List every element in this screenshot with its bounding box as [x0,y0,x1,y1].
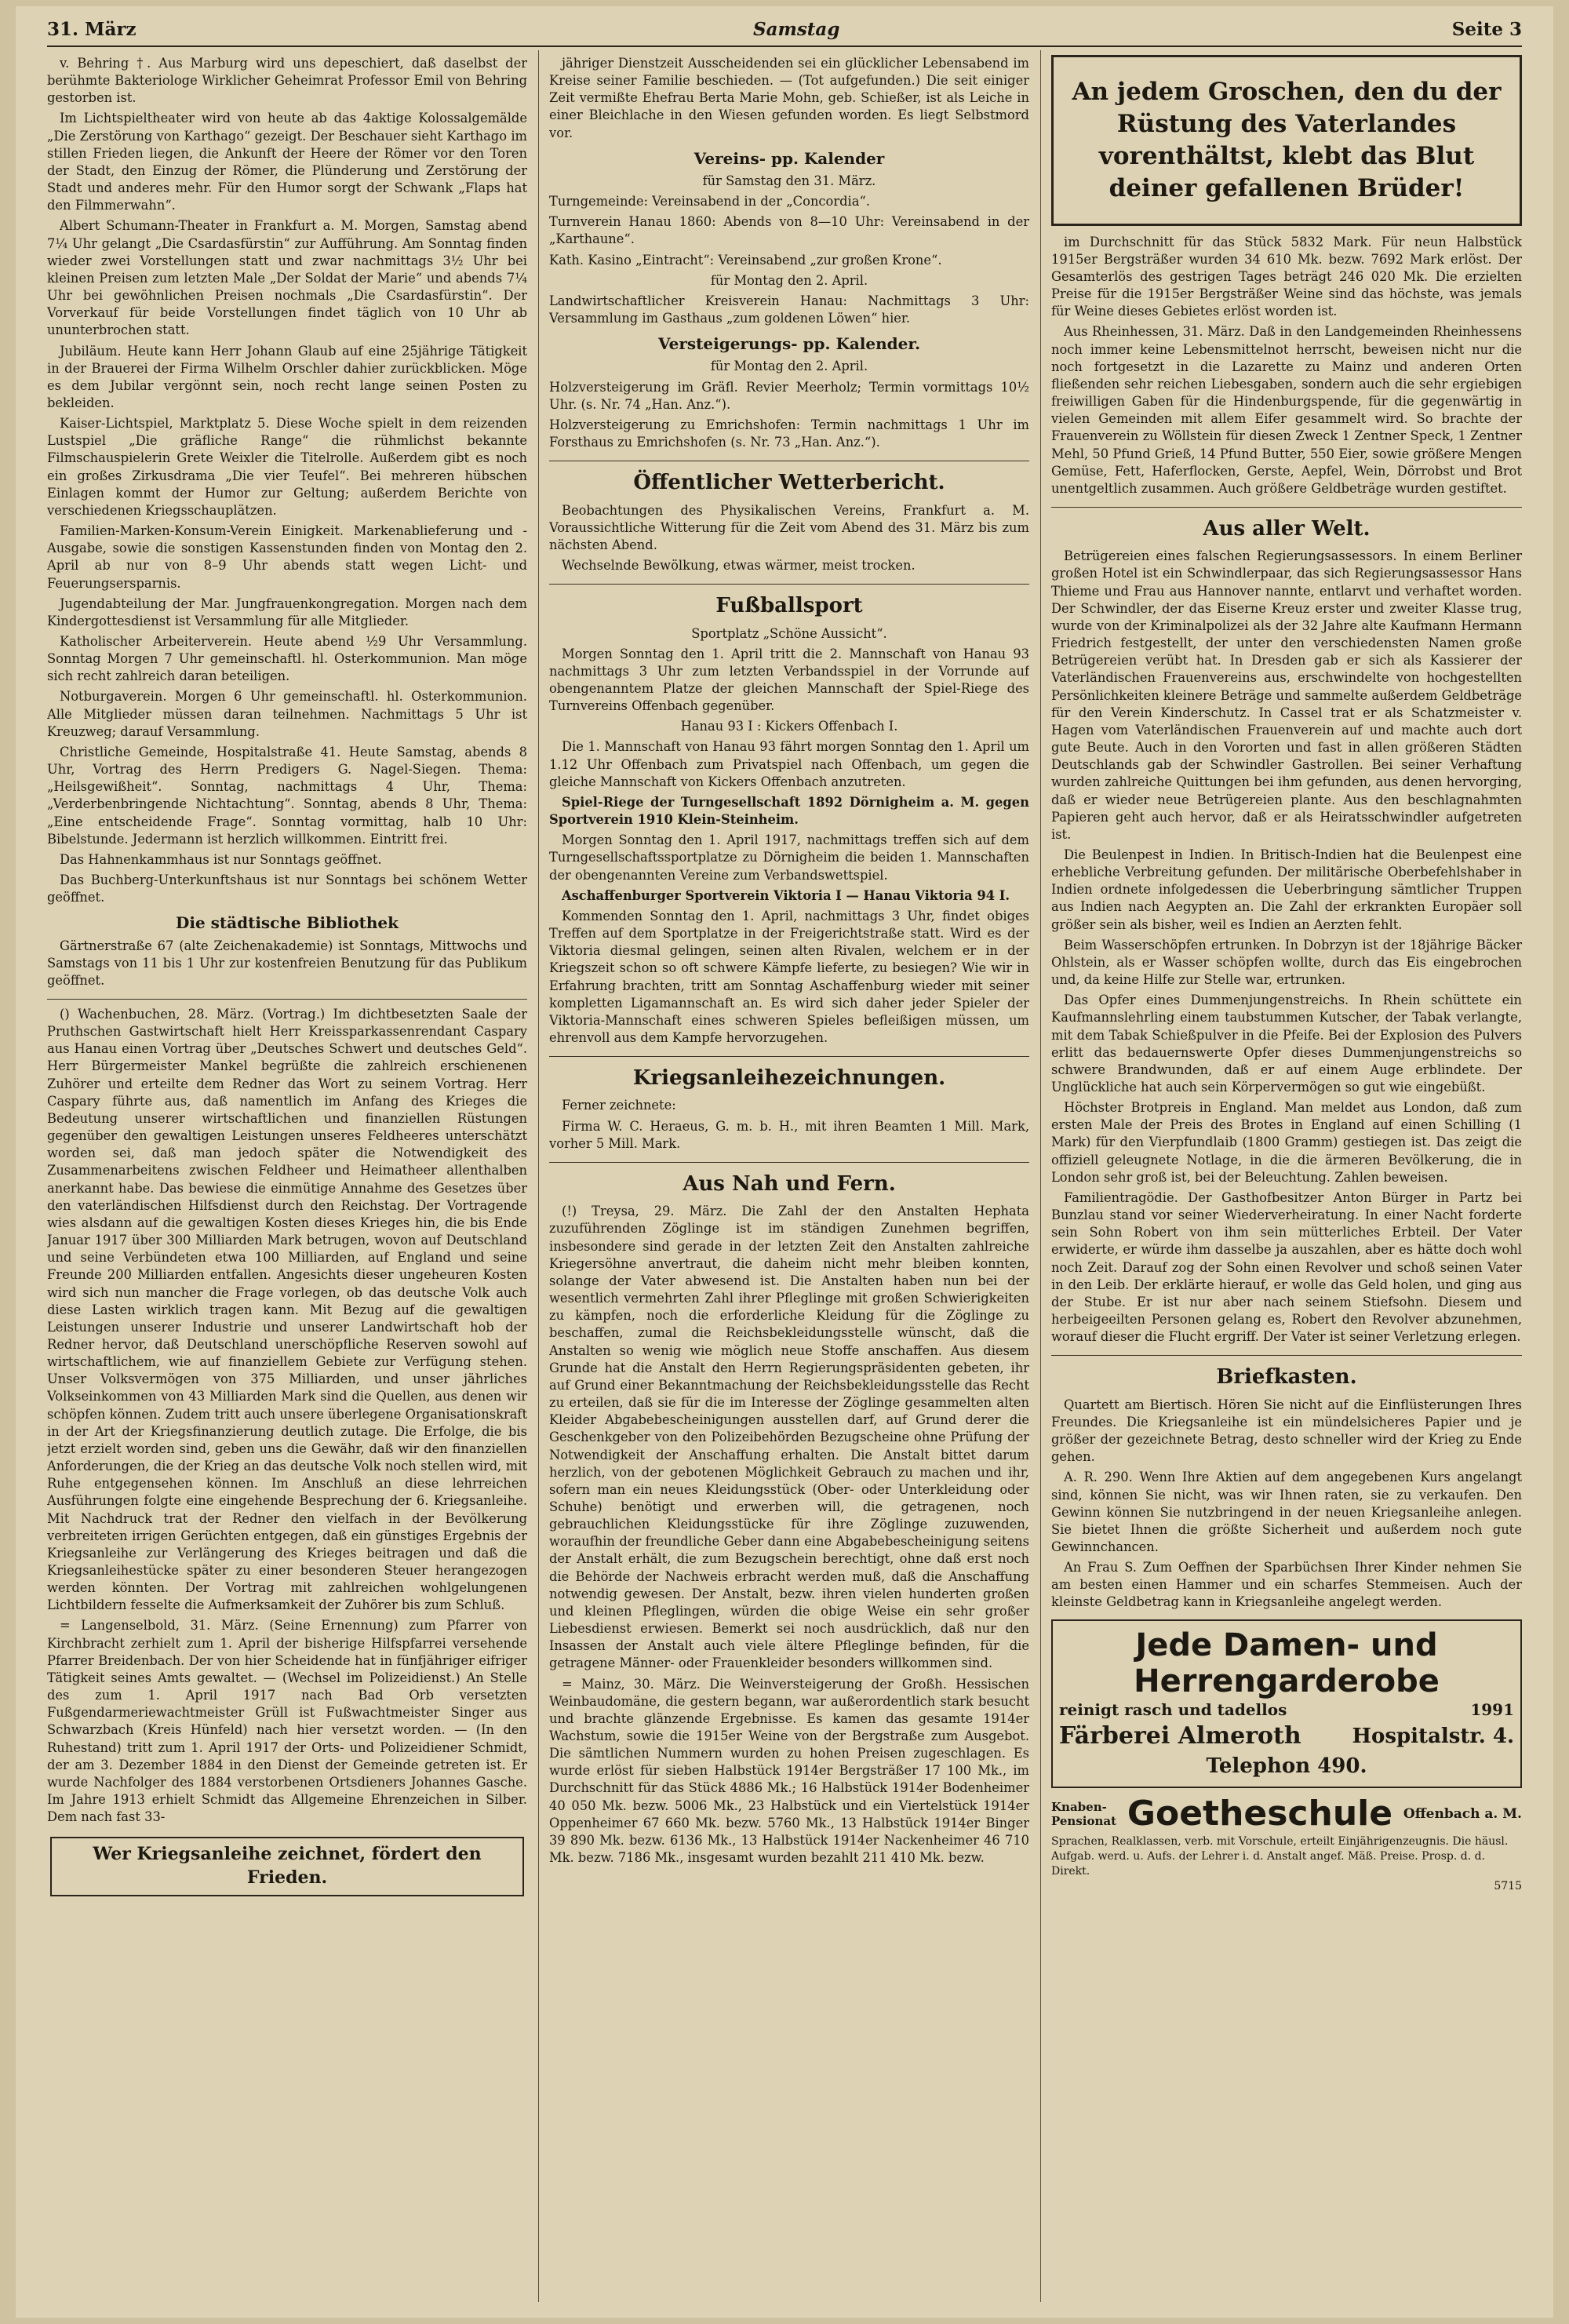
article-paragraph: Aus Rheinhessen, 31. März. Daß in den Landgemeinden Rheinhessens noch immer keine Lebensmittelnot herrscht, beweisen nicht nur die noch fortgesetzt in die Lazarette zu Mainz und anderen Orten fließenden sehr reichen Liebesgaben, sondern auch die sehr ergiebigen freiwilligen Gaben für die Hindenburgspende, für die gegenwärtig in vielen Gemeinden mit allem Eifer gesammelt wird. So brachte der Frauenverein zu Wöllstein für diesen Zweck 1 Zentner Speck, 1 Zentner Mehl, 50 Pfund Grieß, 14 Pfund Butter, 550 Eier, sowie größere Mengen Gemüse, Fett, Haferflocken, Gerste, Aepfel, Wein, Dörrobst und Brot unentgeltlich zusammen. Auch größere Geldbeträge wurden gestiftet. [1051,324,1522,496]
section-heading: Öffentlicher Wetterbericht. [633,471,945,495]
article-paragraph: Morgen Sonntag den 1. April tritt die 2. Mannschaft von Hanau 93 nachmittags 3 Uhr zum letzten Verbandsspiel in der Vorrunde auf obengenanntem Platze der gleichen Mannschaft der Spiel-Riege des Turnvereins Offenbach gegenüber. [549,646,1029,714]
article-paragraph: Beobachtungen des Physikalischen Vereins, Frankfurt a. M. Voraussichtliche Witterung für die Zeit vom Abend des 31. März bis zum nächsten Abend. [549,502,1029,552]
article-paragraph: Betrügereien eines falschen Regierungsassessors. In einem Berliner großen Hotel ist ein Schwindlerpaar, das sich Regierungsassessor Hans Thieme und Frau aus Hannover nannte, entlarvt und verhaftet worden. Der Schwindler, der das Eiserne Kreuz erster und zweiter Klasse trug, wurde von der Kriminalpolizei als der 32 Jahre alte Kaufmann Hermann Friedrich festgestellt, der unter den verschiedensten Namen große Betrügereien verübt hat. In Dresden gab er sich als Kassierer der Vaterländischen Frauenvereins aus, erschwindelte von hochgestellten Persönlichkeiten kleinere Beträge und sammelte außerdem Geldbeträge für den Verein Kinderschutz. In Cassel trat er als Schatzmeister v. Hagen vom Vaterländischen Frauenverein auf und machte auch dort gute Beute. Auch in den Vororten und fast in allen größeren Städten Deutschlands gab der Schwindler Gastrollen. Bei seiner Verhaftung wurden zahlreiche Quittungen bei ihm gefunden, aus denen hervorging, daß er wieder neue Betrügereien plante. Aus den beschlagnahmten Papieren geht auch hervor, daß er als Heiratsschwindler aufgetreten ist. [1051,548,1522,842]
article-paragraph: (!) Treysa, 29. März. Die Zahl der den Anstalten Hephata zuzuführenden Zöglinge ist im ständigen Zunehmen begriffen, insbesondere sind gerade in der letzten Zeit den Anstalten zahlreiche Kriegersöhne anvertraut, die daheim nicht mehr bleiben konnten, solange der Vater abwesend ist. Die Anstalten haben nun bei der wesentlich vermehrten Zahl ihrer Pfleglinge mit großen Schwierigkeiten zu kämpfen, noch die erforderliche Kleidung für die Zöglinge zu beschaffen, zumal die Reichsbekleidungsstelle wünscht, daß die Anstalten so wenig wie möglich neue Stoffe anschaffen. Aus diesem Grunde hat die Anstalt den Herrn Regierungspräsidenten gebeten, ihr auf Grund einer Bekanntmachung der Reichsbekleidungsstelle das Recht zu erteilen, daß sie für die im Interesse der Zöglinge gesammelten alten Kleider Abgabebescheinigungen ausstellen darf, auf Grund derer die Geschenkgeber von den Polizeibehörden Bezugscheine ohne Prüfung der Notwendigkeit der Anschaffung erhalten. Die Anstalt bittet darum herzlich, von der gebotenen Möglichkeit Gebrauch zu machen und ihr, sofern man ein neues Kleidungsstück (Ober- oder Unterkleidung oder Schuhe) benötigt und erwerben will, die getragenen, noch gebrauchlichen Kleidungsstücke für ihre Zöglinge zuzuwenden, woraufhin der freundliche Geber dann eine Abgabebescheinigung seitens der Anstalt erhält, die zum Bezugschein berechtigt, ohne daß erst noch die Behörde der Nachweis erbracht werden muß, daß die Anschaffung notwendig gewesen. Der Anstalt, bezw. ihren vielen hunderten großen und kleinen Pfleglingen, würden die obige Weise ein sehr großer Liebesdienst erwiesen. Bemerkt sei noch ausdrücklich, daß nur den Insassen der Anstalt auch viele ältere Pfleglinge befinden, für die getragene Männer- oder Frauenkleider besonders willkommen sind. [549,1204,1029,1671]
ad-tagline: reinigt rasch und tadellos [1059,1699,1287,1719]
column-3-articles [1051,234,1522,1612]
subheading: für Montag den 2. April. [710,272,868,288]
article-paragraph: Das Buchberg-Unterkunftshaus ist nur Sonntags bei schönem Wetter geöffnet. [47,872,527,905]
calendar-entry: Kath. Kasino „Eintracht“: Vereinsabend „zur großen Krone“. [549,252,942,268]
column-rule [1040,50,1041,2302]
article-paragraph: Höchster Brotpreis in England. Man meldet aus London, daß zum ersten Male der Preis des Brotes in England auf einen Schilling (1 Mark) für den Vierpfundlaib (1800 Gramm) gestiegen ist. Das zeigt die offiziell geleugnete Notlage, in die die ärmeren Bevölkerung, die in London sehr groß ist, bei der Beleuchtung. Zahlen beweisen. [1051,1100,1522,1185]
calendar-entry: Turnverein Hanau 1860: Abends von 8—10 Uhr: Vereinsabend in der „Karthaune“. [549,214,1029,247]
section-divider [47,999,527,1000]
column-3 [1051,55,1522,2299]
ad2-left-line1: Knaben- [1051,1800,1107,1815]
ad2-text: Sprachen, Realklassen, verb. mit Vorschule, erteilt Einjährigenzeugnis. Die häusl. Aufgab. werd. u. Aufs. der Lehrer i. d. Anstalt angef. Mäß. Preise. Prosp. d. d. Direkt. [1051,1834,1509,1878]
subheading: für Montag den 2. April. [710,359,868,374]
advertisement-dyeworks [1051,1619,1522,1788]
article-paragraph: Firma W. C. Heraeus, G. m. b. H., mit ihren Beamten 1 Mill. Mark, vorher 5 Mill. Mark. [549,1118,1029,1151]
article-paragraph: Notburgaverein. Morgen 6 Uhr gemeinschaftl. hl. Osterkommunion. Alle Mitglieder müssen daran teilnehmen. Nachmittags 5 Uhr ist Kreuzweg; darauf Versammlung. [47,689,527,739]
article-paragraph: Familientragödie. Der Gasthofbesitzer Anton Bürger in Partz bei Bunzlau stand vor seiner Wiederverheiratung. In einer Nacht forderte sein Sohn Robert von ihm sein mütterliches Erbteil. Der Vater erwiderte, er würde ihm dasselbe ja auszahlen, aber es hätte doch wohl noch Zeit. Darauf zog der Sohn einen Revolver und schoß seinen Vater in den Leib. Der erklärte hierauf, er wolle das Geld holen, und ging aus der Stube. Er ist nur aber nach seinem Stiefsohn. Diesem und herbeigeeilten Personen gelang es, Robert den Revolver abzunehmen, worauf dieser die Flucht ergriff. Der Vater ist seiner Verletzung erlegen. [1051,1189,1522,1345]
section-divider [549,1056,1029,1057]
article-paragraph: Das Opfer eines Dummenjungenstreichs. In Rhein schüttete ein Kaufmannslehrling einem taubstummen Kutscher, der Tabak verlangte, mit dem Tabak Schießpulver in die Pfeife. Bei der Explosion des Pulvers erlitt das bedauernswerte Opfer dieses Dummenjungenstreichs so schwere Brandwunden, daß er auf einem Auge erblindete. Der Unglückliche hat auch sein Körpervermögen so gut wie eingebüßt. [1051,993,1522,1095]
section-divider [1051,1355,1522,1356]
article-paragraph: Die 1. Mannschaft von Hanau 93 fährt morgen Sonntag den 1. April um 1.12 Uhr Offenbach zum Privatspiel nach Offenbach, um gegen die gleiche Mannschaft von Kickers Offenbach anzutreten. [549,739,1029,789]
article-paragraph: = Mainz, 30. März. Die Weinversteigerung der Großh. Hessischen Weinbaudomäne, die gestern begann, war außerordentlich stark besucht und brachte glänzende Ergebnisse. Es kamen das gesamte 1914er Wachstum, sowie die 1915er Weine von der Bergstraße zum Ausgebot. Die sämtlichen Nummern wurden zu hohen Preisen zugeschlagen. Es wurde erlöst für sieben Halbstück 1914er Bergsträßer 17 100 Mk., im Durchschnitt für das Stück 4886 Mk.; 16 Halbstück 1914er Bodenheimer 40 050 Mk. bezw. 5006 Mk., 23 Halbstück und ein Viertelstück 1914er Oppenheimer 67 660 Mk. bezw. 5760 Mk., 13 Halbstück 1914er Binger 39 890 Mk. bezw. 6136 Mk., 13 Halbstück 1914er Nackenheimer 46 710 Mk. bezw. 7186 Mk., insgesamt wurden bezahlt 211 410 Mk. bezw. [549,1676,1029,1866]
subheading: Hanau 93 I : Kickers Offenbach I. [680,719,898,734]
ad-address: Hospitalstr. 4. [1352,1724,1514,1748]
article-paragraph: Kommenden Sonntag den 1. April, nachmittags 3 Uhr, findet obiges Treffen auf dem Sportplatze in der Freigerichtstraße statt. Wird es der Viktoria diesmal gelingen, seinen alten Rivalen, welchem er in der Kriegszeit schon so oft schwere Kämpfe lieferte, zu besiegen? Wie wir in Erfahrung brachten, tritt am Sonntag Aschaffenburg wieder mit seiner kompletten Ligamannschaft an. Es wird sich daher jeder Spieler der Viktoria-Mannschaft eines schweren Spieles befleißigen müssen, um ehrenvoll aus dem Kampfe hervorzugehen. [549,908,1029,1045]
page-header [47,17,1522,47]
header-page-number: Seite 3 [1451,19,1522,40]
subheading: Sportplatz „Schöne Aussicht“. [691,625,887,641]
article-paragraph: = Langenselbold, 31. März. (Seine Ernennung) zum Pfarrer von Kirchbracht zerhielt zum 1. April der bisherige Hilfspfarrei versehende Pfarrer Breidenbach. Der von hier Scheidende hat in fünfjähriger eifriger Tätigkeit seines Amts gewaltet. — (Wechsel im Polizeidienst.) An Stelle des zum 1. April 1917 nach Bad Orb versetzten Fußgendarmeriewachtmeister Grüll ist Fußwachtmeister Singer aus Schwarzbach (Kreis Hünfeld) nach hier versetzt worden. — (In den Ruhestand) tritt zum 1. April 1917 der Orts- und Polizeidiener Schmidt, der am 3. Dezember 1884 in den Dienst der Gemeinde getreten ist. Er wurde Nachfolger des 1884 verstorbenen Ortsdieners Johannes Gasche. Im Jahre 1913 erhielt Schmidt das Allgemeine Ehrenzeichen in Silber. Dem nach fast 33- [47,1618,527,1825]
ad2-city: Offenbach a. M. [1403,1805,1522,1822]
section-divider [1051,507,1522,508]
ad-headline-1: Jede Damen- und [1135,1626,1438,1663]
article-paragraph: Im Lichtspieltheater wird von heute ab das 4aktige Kolossalgemälde „Die Zerstörung von Karthago“ gezeigt. Der Beschauer sieht Karthago im stillen Frieden liegen, die Ankunft der Heere der Römer vor den Toren der Stadt, den Einzug der Römer, die Plünderung und Zerstörung der Stadt und anderes mehr. Für den Humor sorgt der Schwank „Flaps hat den Filmmerwahn“. [47,111,527,213]
section-heading: Kriegsanleihezeichnungen. [632,1066,946,1091]
column-1 [47,55,527,2299]
section-heading: Aus aller Welt. [1203,516,1371,541]
calendar-entry: Turngemeinde: Vereinsabend in der „Concordia“. [549,194,870,209]
section-divider [549,1162,1029,1163]
section-heading: Aus Nah und Fern. [683,1171,896,1196]
article-paragraph: Jugendabteilung der Mar. Jungfrauenkongregation. Morgen nach dem Kindergottesdienst ist Versammlung für alle Mitglieder. [47,596,527,628]
article-paragraph: Kaiser-Lichtspiel, Marktplatz 5. Diese Woche spielt in dem reizenden Lustspiel „Die gräfliche Range“ die rühmlichst bekannte Filmschauspielerin Grete Weixler die Titelrolle. Außerdem gibt es noch ein großes Zirkusdrama „Die vier Teufel“. Bei mehreren hübschen Einlagen kommt der Humor zur Geltung; außerdem Berichte von verschiedenen Kriegsschauplätzen. [47,416,527,518]
calendar-entry: Holzversteigerung im Gräfl. Revier Meerholz; Termin vormittags 10½ Uhr. (s. Nr. 74 „Han. Anz.“). [549,379,1029,412]
calendar-entry: Landwirtschaftlicher Kreisverein Hanau: Nachmittags 3 Uhr: Versammlung im Gasthaus „zum goldenen Löwen“ hier. [549,293,1029,326]
ad-firm-name: Färberei Almeroth [1059,1721,1301,1750]
column-2-articles [549,55,1029,1867]
article-paragraph: im Durchschnitt für das Stück 5832 Mark. Für neun Halbstück 1915er Bergsträßer wurden 34 610 Mk. bezw. 7692 Mark erlöst. Der Gesamterlös des gestrigen Tages beträgt 246 020 Mk. Die erzielten Preise für die 1915er Bergsträßer Weine sind das höchste, was jemals für Weine dieses Gebietes erlöst worden ist. [1051,234,1522,319]
ad-headline-2: Herrengarderobe [1134,1663,1440,1699]
section-heading: Versteigerungs- pp. Kalender. [657,334,921,354]
article-paragraph: Gärtnerstraße 67 (alte Zeichenakademie) ist Sonntags, Mittwochs und Samstags von 11 bis 1 Uhr zur kostenfreien Benutzung für das Publikum geöffnet. [47,938,527,988]
column-2 [549,55,1029,2299]
article-paragraph: Beim Wasserschöpfen ertrunken. In Dobrzyn ist der 18jährige Bäcker Ohlstein, als er Wasser schöpfen wollte, durch das Eis eingebrochen und, da keine Hilfe zur Stelle war, ertrunken. [1051,937,1522,988]
article-paragraph: Ferner zeichnete: [562,1098,676,1113]
article-paragraph: Familien-Marken-Konsum-Verein Einigkeit. Markenablieferung und -Ausgabe, sowie die sonstigen Kassenstunden finden von Montag den 2. April ab nur von 8–9 Uhr abends statt wegen Licht- und Feuerungsersparnis. [47,523,527,591]
article-paragraph: Katholischer Arbeiterverein. Heute abend ½9 Uhr Versammlung. Sonntag Morgen 7 Uhr gemeinschaftl. hl. Osterkommunion. Man möge sich recht zahlreich daran beteiligen. [47,634,527,684]
article-paragraph: Morgen Sonntag den 1. April 1917, nachmittags treffen sich auf dem Turngesellschaftssportplatze zu Dörnigheim die beiden 1. Mannschaften der obengenannten Vereine zum Verbandswettspiel. [549,832,1029,883]
section-heading: Vereins- pp. Kalender [693,148,885,168]
ad2-school-name: Goetheschule [1127,1793,1393,1834]
calendar-entry: Holzversteigerung zu Emrichshofen: Termin nachmittags 1 Uhr im Forsthaus zu Emrichshofen (s. Nr. 73 „Han. Anz.“). [549,417,1029,450]
article-paragraph: An Frau S. Zum Oeffnen der Sparbüchsen Ihrer Kinder nehmen Sie am besten einen Hammer und ein scharfes Stemmeisen. Auch der kleinste Geldbetrag kann in Kriegsanleihe angelegt werden. [1051,1560,1522,1610]
article-paragraph: jähriger Dienstzeit Ausscheidenden sei ein glücklicher Lebensabend im Kreise seiner Familie beschieden. — (Tot aufgefunden.) Die seit einiger Zeit vermißte Ehefrau Berta Marie Mohn, geb. Schießer, ist als Leiche in einer Bleichlache in den Wiesen gefunden worden. Es liegt Selbstmord vor. [549,56,1029,140]
ad2-code: 5715 [1494,1879,1522,1892]
header-date: 31. März [47,19,137,40]
section-heading: Die städtische Bibliothek [176,913,399,933]
war-bond-slogan-box: Wer Kriegsanleihe zeichnet, fördert den Frieden. [50,1837,524,1896]
war-bond-appeal-box: An jedem Groschen, den du der Rüstung des Vaterlandes vorenthältst, klebt das Blut deiner gefallenen Brüder! [1051,55,1522,226]
article-paragraph: Albert Schumann-Theater in Frankfurt a. M. Morgen, Samstag abend 7¼ Uhr gelangt „Die Csardasfürstin“ zur Aufführung. Am Sonntag finden wieder zwei Vorstellungen statt und zwar nachmittags 3½ Uhr bei kleinen Preisen zum letzten Male „Der Soldat der Marie“ und abends 7¼ Uhr bei gewöhnlichen Preisen nochmals „Die Csardasfürstin“. Der Vorverkauf für beide Vorstellungen findet täglich von 10 Uhr ab ununterbrochen statt. [47,218,527,338]
article-paragraph: Quartett am Biertisch. Hören Sie nicht auf die Einflüsterungen Ihres Freundes. Die Kriegsanleihe ist ein mündelsicheres Papier und je größer der gezeichnete Betrag, desto schneller wird der Krieg zu Ende gehen. [1051,1397,1522,1465]
match-heading: Spiel-Riege der Turngesellschaft 1892 Dörnigheim a. M. gegen Sportverein 1910 Klein-Steinheim. [549,794,1029,828]
header-day: Samstag [753,19,840,40]
advertisement-school [1051,1794,1522,1894]
article-paragraph: v. Behring †. Aus Marburg wird uns depeschiert, daß daselbst der berühmte Bakteriologe Wirklicher Geheimrat Professor Emil von Behring gestorben ist. [47,56,527,106]
article-paragraph: Die Beulenpest in Indien. In Britisch-Indien hat die Beulenpest eine erhebliche Verbreitung gefunden. Der militärische Oberbefehlshaber in Indien ordnete infolgedessen die Ueberbringung sämtlicher Truppen aus Indien nach Aegypten an. Die Zahl der erkrankten Europäer soll größer sein als bisher, weil es Indien an Aerzten fehlt. [1051,847,1522,932]
column-rule [538,50,539,2302]
article-paragraph: () Wachenbuchen, 28. März. (Vortrag.) Im dichtbesetzten Saale der Pruthschen Gastwirtschaft hielt Herr Kreissparkassenrendant Caspary aus Hanau einen Vortrag über „Deutsches Schwert und deutsches Geld“. Herr Bürgermeister Mankel begrüßte die zahlreich erschienenen Zuhörer und erteilte dem Redner das Wort zu seinem Vortrag. Herr Caspary führte aus, daß namentlich im Anfang des Krieges die Bedeutung unserer wirtschaftlichen und finanziellen Rüstungen gegenüber den gewaltigen Leistungen unseres Feldheeres unterschätzt worden sei, daß man jedoch später die Notwendigkeit des Zusammenarbeitens zwischen Feldheer und Heimatheer allenthalben anerkannt habe. Das bewiese die einmütige Annahme des Gesetzes über den vaterländischen Hilfsdienst durch den Reichstag. Der Vortragende wies alsdann auf die gewaltigen Kosten dieses Krieges hin, die bis Ende Januar 1917 über 300 Milliarden Mark betrugen, wovon auf Deutschland und seine Verbündeten etwa 100 Milliarden, auf England und seine Freunde 200 Milliarden entfallen. Angesichts dieser ungeheuren Kosten wird sich nun mancher die Frage vorlegen, ob das deutsche Volk auch diese Lasten wirklich tragen kann. Mit Bezug auf die gewaltigen Leistungen unserer Industrie und unserer Landwirtschaft hob der Redner hervor, daß Deutschland unerschöpfliche Reserven sowohl auf wirtschaftlichem, wie auf finanziellem Gebiete zur Verfügung stehen. Unser Volksvermögen von 375 Milliarden, und unser jährliches Volkseinkommen von 43 Milliarden Mark sind die Quellen, aus denen wir schöpfen können. Zudem tritt auch unsere überlegene Organisationskraft in der Art der Kriegsfinanzierung deutlich zutage. Die Erfolge, die bis jetzt erzielt worden sind, geben uns die Gewähr, daß wir den finanziellen Anforderungen, die der Krieg an das deutsche Volk noch stellen wird, mit Ruhe entgegensehen können. Im Anschluß an diese lehrreichen Ausführungen folgte eine eingehende Besprechung der 6. Kriegsanleihe. Mit Nachdruck trat der Redner den vielfach in der Bevölkerung verbreiteten irrigen Gerüchten entgegen, daß ein günstiges Ergebnis der Kriegsanleihe zur Verlängerung des Krieges beitragen und daß die Kriegsanleihestücke später zu einer besonderen Steuer herangezogen werden könnten. Der Vortrag mit zahlreichen wohlgelungenen Lichtbildern fesselte die Aufmerksamkeit der Zuhörer bis zum Schluß. [47,1007,527,1613]
article-paragraph: Wechselnde Bewölkung, etwas wärmer, meist trocken. [562,558,916,574]
ad-phone: Telephon 490. [1206,1754,1367,1778]
newspaper-page [16,6,1553,2318]
section-heading: Briefkasten. [1216,1365,1357,1390]
ad2-left-line2: Pensionat [1051,1814,1117,1829]
article-paragraph: Das Hahnenkammhaus ist nur Sonntags geöffnet. [60,851,382,867]
article-paragraph: Christliche Gemeinde, Hospitalstraße 41. Heute Samstag, abends 8 Uhr, Vortrag des Herrn Predigers G. Nagel-Siegen. Thema: „Heilsgewißheit“. Sonntag, nachmittags 4 Uhr, Thema: „Verderbenbringende Nichtachtung“. Sonntag, abends 8 Uhr, Thema: „Eine entscheidende Frage“. Sonntag vormittag, halb 10 Uhr: Bibelstunde. Jedermann ist herzlich willkommen. Eintritt frei. [47,744,527,847]
column-1-articles [47,55,527,1826]
subheading: für Samstag den 31. März. [702,173,876,188]
ad-code: 1991 [1470,1699,1514,1719]
section-heading: Fußballsport [715,594,863,618]
section-divider [549,584,1029,585]
article-paragraph: A. R. 290. Wenn Ihre Aktien auf dem angegebenen Kurs angelangt sind, können Sie nicht, was wir Ihnen raten, sie zu verkaufen. Den Gewinn können Sie nutzbringend in der neuen Kriegsanleihe anlegen. Sie bietet Ihnen die größte Sicherheit und außerdem noch gute Gewinnchancen. [1051,1470,1522,1554]
article-paragraph: Jubiläum. Heute kann Herr Johann Glaub auf eine 25jährige Tätigkeit in der Brauerei der Firma Wilhelm Orschler dahier zurückblicken. Möge es dem Jubilar vergönnt sein, noch recht lange seinen Posten zu bekleiden. [47,343,527,410]
match-heading: Aschaffenburger Sportverein Viktoria I — Hanau Viktoria 94 I. [562,887,1010,903]
